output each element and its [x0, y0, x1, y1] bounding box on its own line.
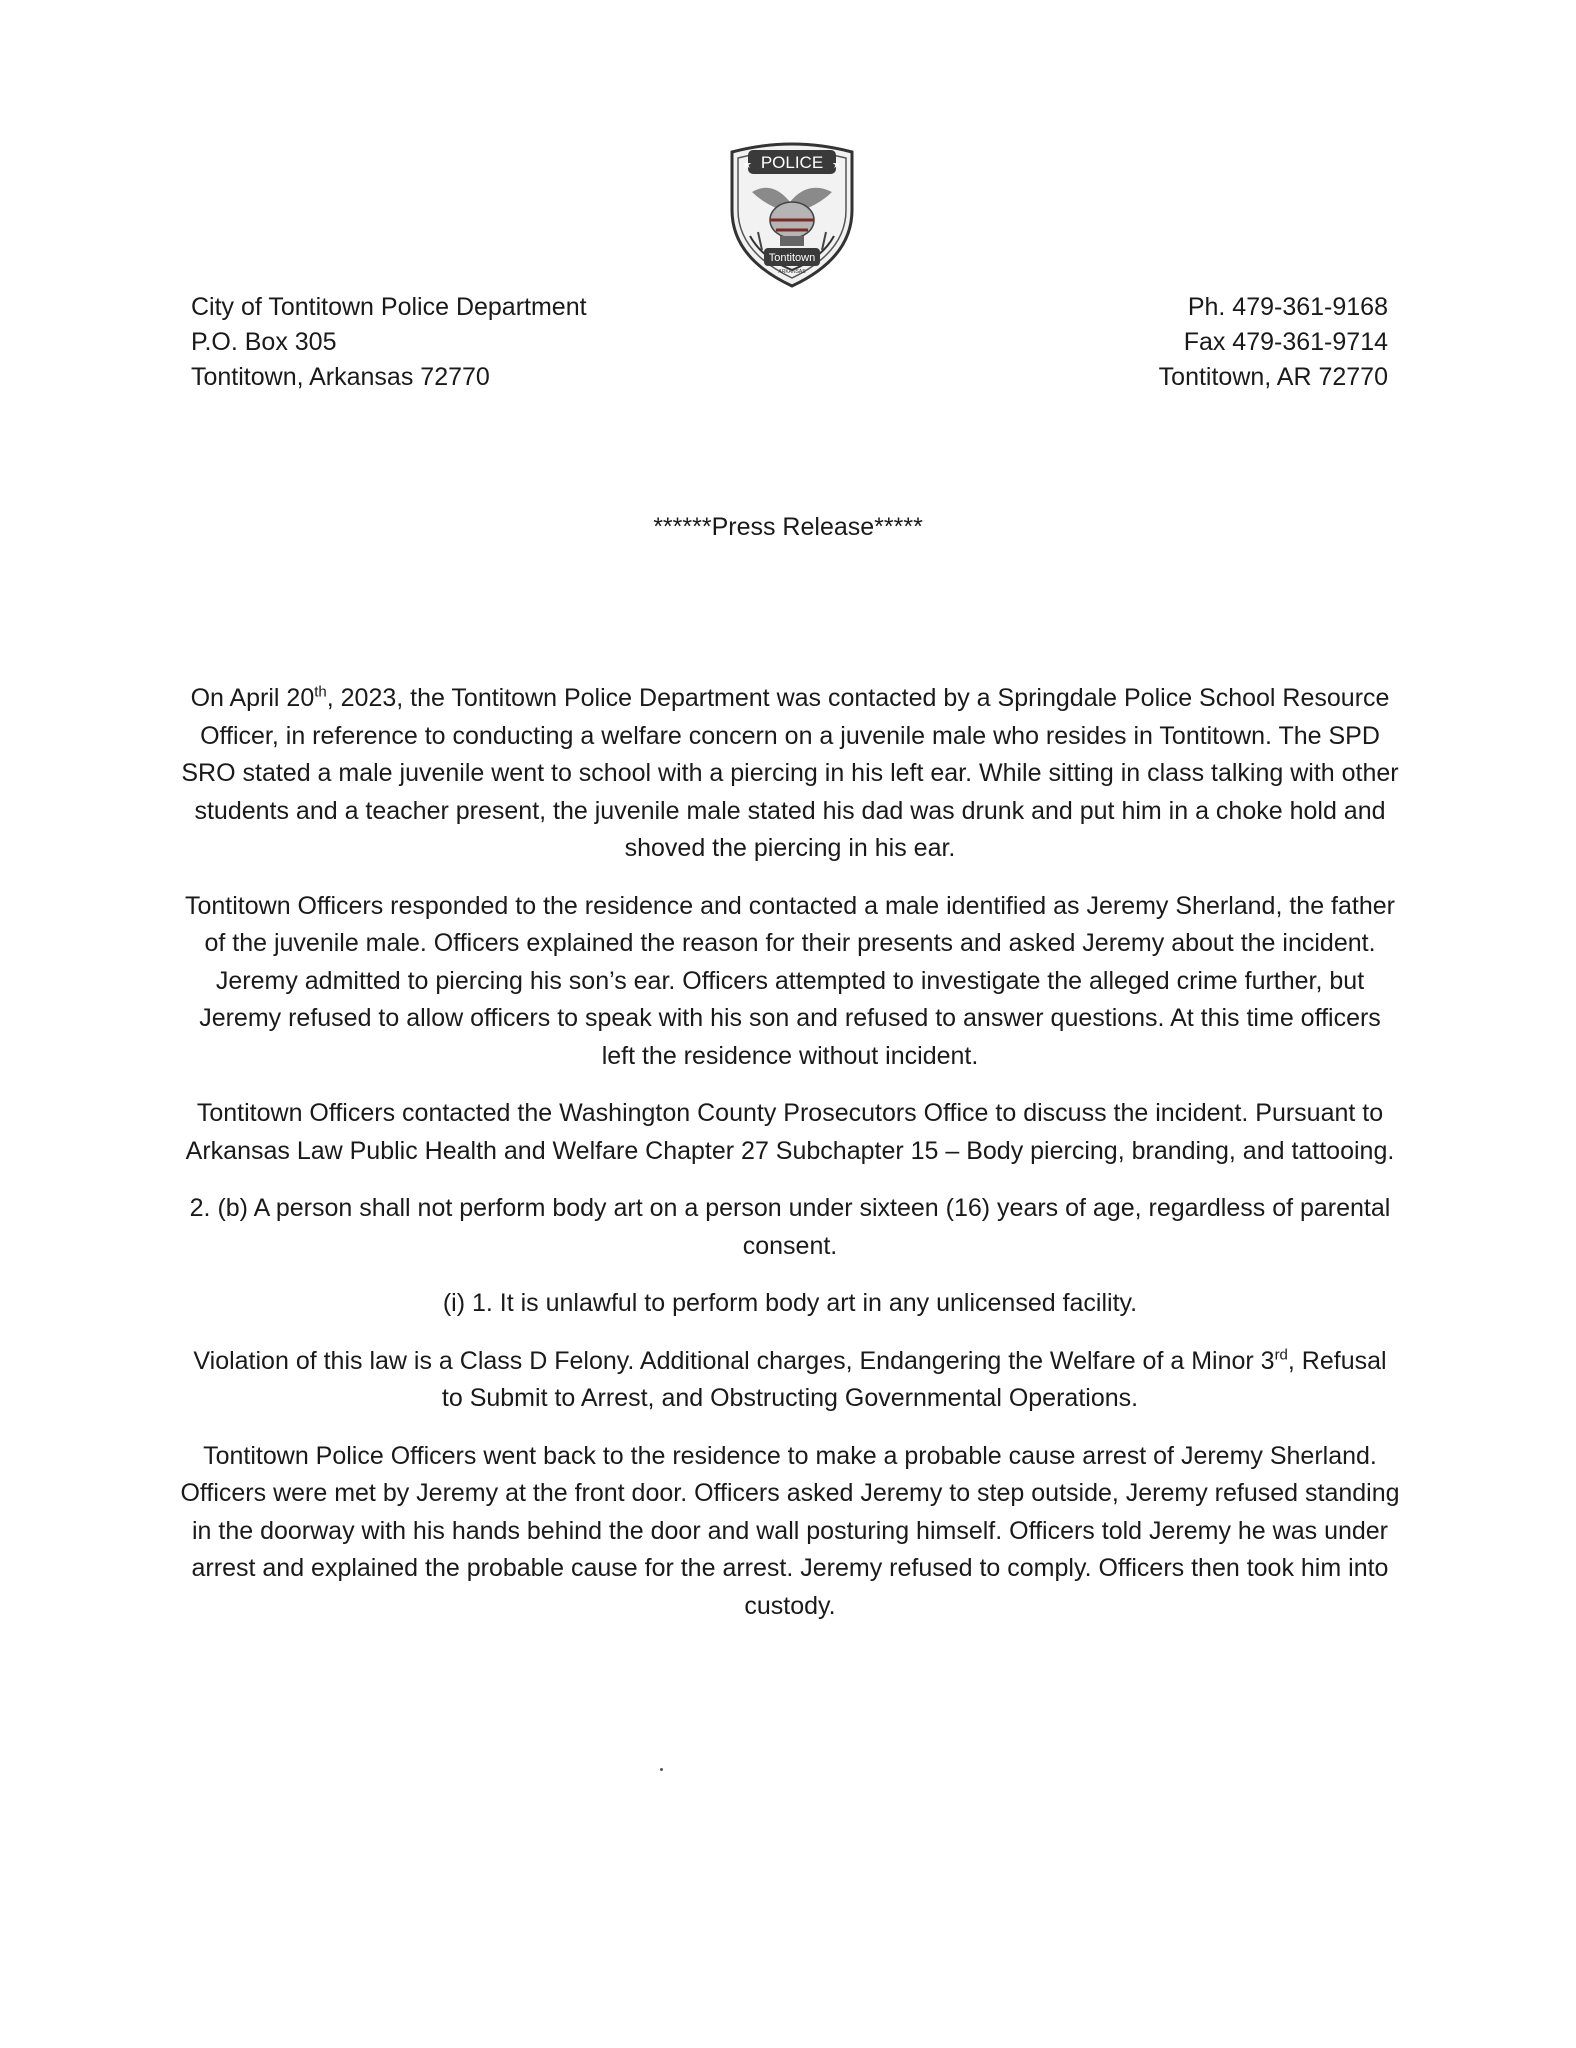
svg-text:★: ★ [832, 158, 842, 171]
city-state-zip: Tontitown, Arkansas 72770 [191, 363, 490, 391]
paragraph-residence-visit: Tontitown Officers responded to the residence and contacted a male identified as Jeremy Sherland, the father of the juvenile male. Officers explained the reason for their presents and asked Jeremy about the incident. Jeremy admitted to piercing his son’s ear. Officers attempted to investigate the alleged crime further, but Jeremy refused to allow officers to speak with his son and refused to answer questions. At this time officers left the residence without incident. [185, 891, 1395, 1070]
badge-top-text: POLICE [760, 153, 824, 172]
contact-block [1159, 290, 1388, 395]
press-release-body [180, 680, 1400, 1645]
po-box: P.O. Box 305 [191, 328, 337, 356]
scan-speck [660, 1768, 663, 1771]
police-badge-logo [722, 140, 862, 290]
badge-state-text: ARKANSAS [778, 269, 806, 275]
department-name: City of Tontitown Police Department [191, 293, 587, 321]
badge-bottom-text: Tontitown [768, 252, 816, 264]
paragraph-charges: Violation of this law is a Class D Felony. Additional charges, Endangering the Welfare of a Minor 3rd, Refusal to Submit to Arrest, and Obstructing Governmental Operations. [193, 1346, 1387, 1412]
paragraph-law-i1: (i) 1. It is unlawful to perform body art in any unlicensed facility. [442, 1289, 1138, 1317]
press-release-title: ******Press Release***** [653, 513, 923, 541]
city-state-zip-short: Tontitown, AR 72770 [1158, 363, 1388, 391]
paragraph-law-2b: 2. (b) A person shall not perform body art on a person under sixteen (16) years of age, regardless of parental consent. [189, 1194, 1391, 1260]
phone-number: Ph. 479-361-9168 [1187, 293, 1388, 321]
department-address-block [191, 290, 587, 395]
paragraph-prosecutor-contact: Tontitown Officers contacted the Washington County Prosecutors Office to discuss the incident. Pursuant to Arkansas Law Public Health and Welfare Chapter 27 Subchapter 15 – Body piercing, branding, and tattooing. [185, 1099, 1395, 1165]
paragraph-initial-contact: On April 20th, 2023, the Tontitown Police Department was contacted by a Springdale Police School Resource Officer, in reference to conducting a welfare concern on a juvenile male who resides in Tontitown. The SPD SRO stated a male juvenile went to school with a piercing in his left ear. While sitting in class talking with other students and a teacher present, the juvenile male stated his dad was drunk and put him in a choke hold and shoved the piercing in his ear. [181, 683, 1399, 862]
fax-number: Fax 479-361-9714 [1183, 328, 1388, 356]
svg-text:★: ★ [742, 158, 752, 171]
paragraph-arrest: Tontitown Police Officers went back to the residence to make a probable cause arrest of Jeremy Sherland. Officers were met by Jeremy at the front door. Officers asked Jeremy to step outside, Jeremy refused standing in the doorway with his hands behind the door and wall posturing himself. Officers told Jeremy he was under arrest and explained the probable cause for the arrest. Jeremy refused to comply. Officers then took him into custody. [180, 1441, 1400, 1620]
police-badge-icon [722, 140, 862, 290]
